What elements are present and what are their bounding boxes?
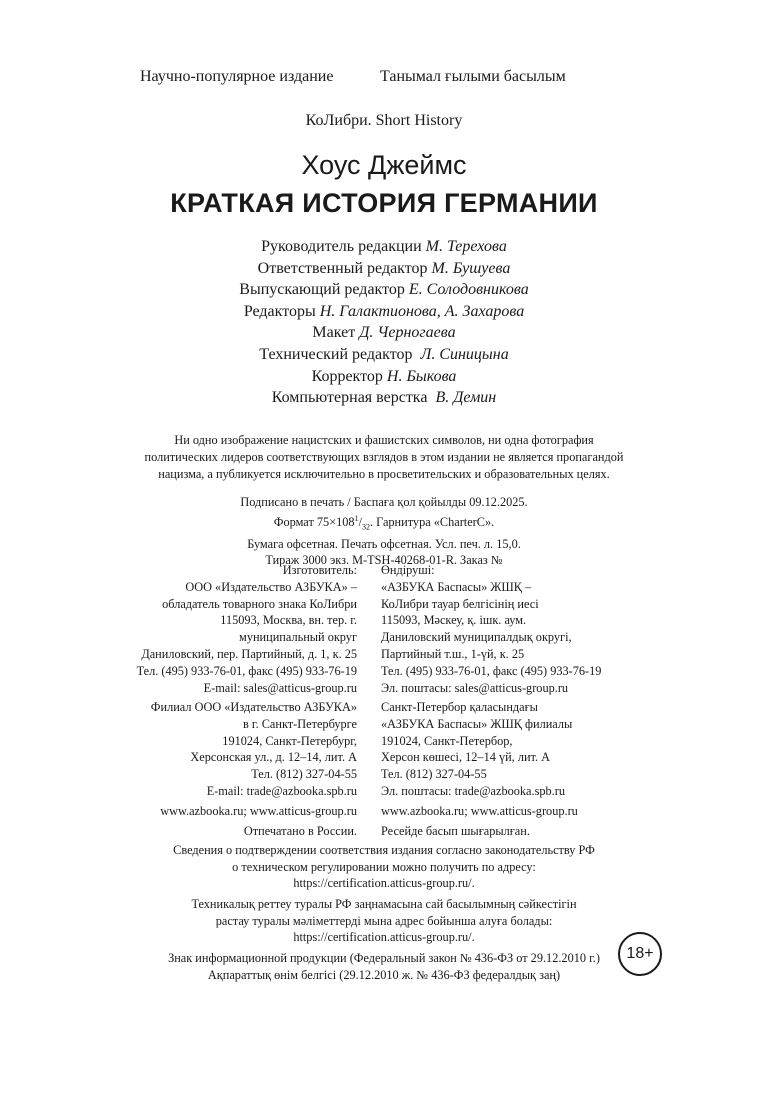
paper-line: Бумага офсетная. Печать офсетная. Усл. печ. л. 15,0. <box>247 536 521 551</box>
manufacturer-ru: Изготовитель: ООО «Издательство АЗБУКА» – обладатель товарного знака КоЛибри 115093, Москва, вн. тер. г. муниципальный округ Даниловский, пер. Партийный, д. 1, к. 25 Тел. (495) 933-76-01, факс (495) 933-76-19 E-mail: sales@atticus-group.ru <box>136 563 357 695</box>
author: Хоус Джеймс <box>301 150 467 180</box>
branch-ru: Филиал ООО «Издательство АЗБУКА» в г. Санкт-Петербурге 191024, Санкт-Петербург, Херсонская ул., д. 12–14, лит. А Тел. (812) 327-04-55 E-mail: trade@azbooka.spb.ru <box>150 700 357 798</box>
credit-line: Редакторы Н. Галактионова, А. Захарова <box>243 302 525 320</box>
credit-line: Ответственный редактор М. Бушуева <box>257 259 511 277</box>
series-name: КоЛибри. Short History <box>305 112 463 129</box>
credit-line: Технический редактор Л. Синицына <box>259 345 509 363</box>
format-line: Формат $75\times 108^1/_{32}$. Гарнитура «CharterC». <box>273 513 495 532</box>
print-info <box>0 494 768 569</box>
credit-line: Выпускающий редактор Е. Солодовникова <box>239 281 529 299</box>
certification-ru: Сведения о подтверждении соответствия издания согласно законодательству РФ о техническом регулировании можно получить по адресу: https://certification.atticus-group.ru/. <box>173 843 595 890</box>
web-ru: www.azbooka.ru; www.atticus-group.ru <box>160 804 357 818</box>
credit-line: Руководитель редакции М. Терехова <box>261 238 507 255</box>
product-mark: Знак информационной продукции (Федеральный закон № 436-ФЗ от 29.12.2010 г.) Ақпараттық өнім белгісі (29.12.2010 ж. № 436-ФЗ федералдық заң) <box>168 951 600 982</box>
edition-type-kz: Танымал ғылыми басылым <box>380 68 566 85</box>
manufacturer-kz: Өндіруші: «АЗБУКА Баспасы» ЖШҚ – КоЛибри тауар белгісінің иесі 115093, Мәскеу, қ. ішк. аум. Даниловский муниципалдық округі, Партийный т.ш., 1-үй, к. 25 Тел. (495) 933-76-01, факс (495) 933-76-19 Эл. поштасы: sales@atticus-group.ru <box>381 563 602 695</box>
credit-line: Корректор Н. Быкова <box>311 367 457 385</box>
edition-type-ru: Научно-популярное издание <box>140 68 334 85</box>
credit-line: Компьютерная верстка В. Демин <box>271 389 497 407</box>
book-title: КРАТКАЯ ИСТОРИЯ ГЕРМАНИИ <box>170 188 598 218</box>
run-line: Тираж 3000 экз. M-TSH-40268-01-R. Заказ № <box>265 553 503 568</box>
credit-line: Макет Д. Черногаева <box>312 324 456 342</box>
age-rating-badge: 18+ <box>618 932 662 976</box>
disclaimer: Ни одно изображение нацистских и фашистских символов, ни одна фотография политических лидеров соответствующих взглядов в этом издании не является пропагандой нацизма, а публикуется исключительно в просветительских и образовательных целях. <box>144 433 624 481</box>
branch-kz: Санкт-Петербор қаласындағы «АЗБУКА Баспасы» ЖШҚ филиалы 191024, Санкт-Петербор, Херсон көшесі, 12–14 үй, лит. А Тел. (812) 327-04-55 Эл. поштасы: trade@azbooka.spb.ru <box>381 700 573 798</box>
credits <box>0 236 768 409</box>
printed-ru: Отпечатано в России. <box>243 824 357 838</box>
signed-line: Подписано в печать / Баспаға қол қойылды 09.12.2025. <box>240 495 528 509</box>
printed-kz: Ресейде басып шығарылған. <box>381 824 530 838</box>
certification-kz: Техникалық реттеу туралы РФ заңнамасына сай басылымның сәйкестігін растау туралы мәліметтерді мына адрес бойынша алуға болады: https://certification.atticus-group.ru/. <box>191 897 577 944</box>
web-kz: www.azbooka.ru; www.atticus-group.ru <box>381 804 578 818</box>
